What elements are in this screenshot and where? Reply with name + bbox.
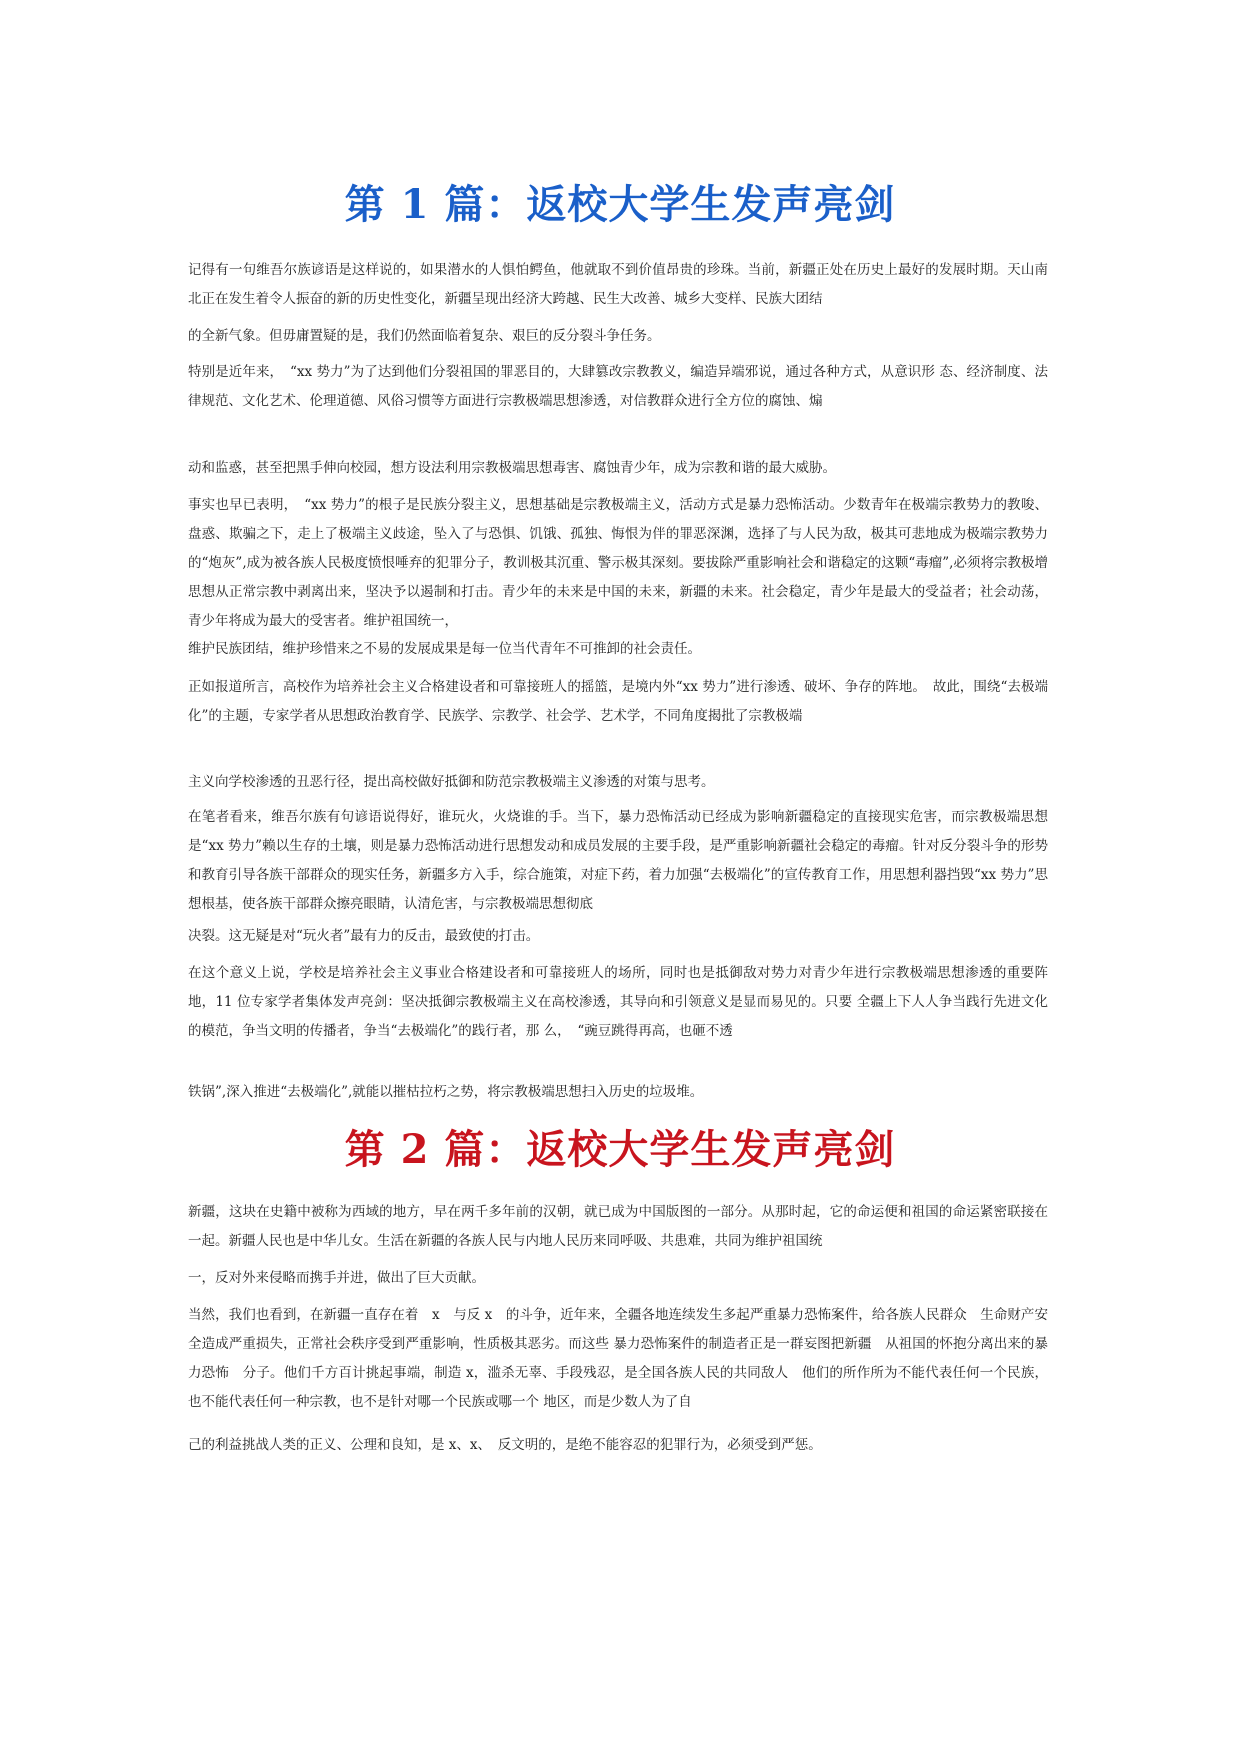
article-1-paragraph-12: 铁锅”,深入推进“去极端化”,就能以摧枯拉朽之势，将宗教极端思想扫入历史的垃圾堆。 <box>188 1084 704 1100</box>
article-2-paragraph-3: 当然，我们也看到，在新疆一直存在着 x 与反 x 的斗争，近年来，全疆各地连续发生多起严重暴力恐怖案件，给各族人民群众 生命财产安全造成严重损失，正常社会秩序受到严重影响，性质极其恶劣。而这些 暴力恐怖案件的制造者正是一群妄图把新疆 从祖国的怀抱分离出来的暴力恐怖 分子。他们千方百计挑起事端，制造 x，滥杀无辜、手段残忍，是全国各族人民的共同敌人 他们的所作所为不能代表任何一个民族，也不能代表任何一种宗教，也不是针对哪一个民族或哪一个 地区，而是少数人为了自 <box>188 1307 1048 1410</box>
article-1-paragraph-9: 在笔者看来，维吾尔族有句谚语说得好，谁玩火，火烧谁的手。当下，暴力恐怖活动已经成为影响新疆稳定的直接现实危害，而宗教极端思想是“xx 势力”赖以生存的土壤，则是暴力恐怖活动进行思想发动和成员发展的主要手段，是严重影响新疆社会稳定的毒瘤。针对反分裂斗争的形势和教育引导各族干部群众的现实任务，新疆多方入手，综合施策，对症下药，着力加强“去极端化”的宣传教育工作，用思想利器挡毁“xx 势力”思想根基，使各族干部群众擦亮眼睛，认清危害，与宗教极端思想彻底 <box>188 809 1048 912</box>
article-1-paragraph-11: 在这个意义上说，学校是培养社会主义事业合格建设者和可靠接班人的场所，同时也是抵御敌对势力对青少年进行宗教极端思想渗透的重要阵地，11 位专家学者集体发声亮剑：坚决抵御宗教极端主义在高校渗透，其导向和引领意义是显而易见的。只要 全疆上下人人争当践行先进文化的模范，争当文明的传播者，争当“去极端化”的践行者，那 么， “豌豆跳得再高，也砸不透 <box>188 965 1048 1039</box>
article-1-paragraph-5: 事实也早已表明， “xx 势力”的根子是民族分裂主义，思想基础是宗教极端主义，活动方式是暴力恐怖活动。少数青年在极端宗教势力的教唆、盘惑、欺骗之下，走上了极端主义歧途，坠入了与恐惧、饥饿、孤独、悔恨为伴的罪恶深渊，选择了与人民为敌，极其可悲地成为极端宗教势力的“炮灰”,成为被各族人民极度愤恨唾弃的犯罪分子，教训极其沉重、警示极其深刻。要拔除严重影响社会和谐稳定的这颗“毒瘤”,必须将宗教极增思想从正常宗教中剥离出来，坚决予以遏制和打击。青少年的未来是中国的未来，新疆的未来。社会稳定，青少年是最大的受益者；社会动荡，青少年将成为最大的受害者。维护祖国统一， <box>188 497 1048 629</box>
article-1-paragraph-6: 维护民族团结，维护珍惜来之不易的发展成果是每一位当代青年不可推卸的社会责任。 <box>188 641 701 657</box>
article-2-title: 第 2 篇：返校大学生发声亮剑 <box>344 1126 896 1173</box>
article-2-paragraph-4: 己的利益挑战人类的正义、公理和良知，是 x、x、 反文明的，是绝不能容忍的犯罪行为，必须受到严惩。 <box>188 1437 822 1453</box>
article-1-paragraph-3: 特别是近年来， “xx 势力”为了达到他们分裂祖国的罪恶目的，大肆篡改宗教教义，编造异端邪说，通过各种方式，从意识形 态、经济制度、法律规范、文化艺术、伦理道德、风俗习惯等方面进行宗教极端思想渗透，对信教群众进行全方位的腐蚀、煽 <box>188 364 1048 409</box>
article-1-paragraph-10: 决裂。这无疑是对“玩火者”最有力的反击，最致使的打击。 <box>188 928 540 944</box>
article-1-paragraph-4: 动和监惑，甚至把黑手伸向校园，想方设法利用宗教极端思想毒害、腐蚀青少年，成为宗教和谐的最大威胁。 <box>188 460 836 476</box>
article-1-paragraph-2: 的全新气象。但毋庸置疑的是，我们仍然面临着复杂、艰巨的反分裂斗争任务。 <box>188 328 661 344</box>
article-1-title: 第 1 篇：返校大学生发声亮剑 <box>344 181 896 228</box>
article-1-paragraph-1: 记得有一句维吾尔族谚语是这样说的，如果潜水的人惧怕鳄鱼，他就取不到价值昂贵的珍珠。当前，新疆正处在历史上最好的发展时期。天山南北正在发生着令人振奋的新的历史性变化，新疆呈现出经济大跨越、民生大改善、城乡大变样、民族大团结 <box>188 262 1048 307</box>
article-1-paragraph-8: 主义向学校渗透的丑恶行径，提出高校做好抵御和防范宗教极端主义渗透的对策与思考。 <box>188 774 715 790</box>
article-2-paragraph-2: 一，反对外来侵略而携手并进，做出了巨大贡献。 <box>188 1270 485 1286</box>
article-1-paragraph-7: 正如报道所言，高校作为培养社会主义合格建设者和可靠接班人的摇篮，是境内外“xx 势力”进行渗透、破坏、争存的阵地。 故此，围绕“去极端化”的主题，专家学者从思想政治教育学、民族学、宗教学、社会学、艺术学，不同角度揭批了宗教极端 <box>188 679 1048 724</box>
article-2-paragraph-1: 新疆，这块在史籍中被称为西域的地方，早在两千多年前的汉朝，就已成为中国版图的一部分。从那时起，它的命运便和祖国的命运紧密联接在一起。新疆人民也是中华儿女。生活在新疆的各族人民与内地人民历来同呼吸、共患难，共同为维护祖国统 <box>188 1204 1048 1249</box>
